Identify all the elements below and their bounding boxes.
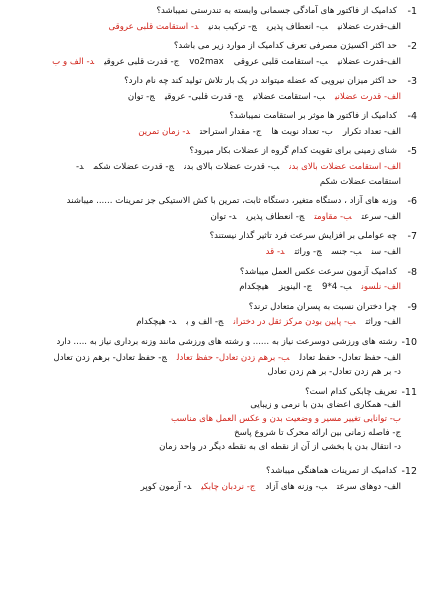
question-9 xyxy=(14,302,417,329)
extra-note: vo2max xyxy=(189,56,224,67)
answer-option: ج- الینویز xyxy=(278,282,312,293)
question-number: 9- xyxy=(407,301,417,313)
answer-option: ج- حفظ تعادل- برهم زدن تعادل xyxy=(53,352,167,363)
question-text: کدامیک از فاکتور های آمادگی جسمانی وابسته به تندرستی نمیباشد؟ xyxy=(156,6,397,16)
answer-option: ج- قدرت قلبی- عروقی xyxy=(164,92,244,103)
answer-option: ج- الف و ب xyxy=(186,317,224,328)
question-number: 1- xyxy=(407,6,417,17)
answer-option: ب- جنس xyxy=(331,247,362,258)
question-line xyxy=(14,41,417,53)
question-text: کدامیک آزمون سرعت عکس العمل میباشد؟ xyxy=(239,266,397,277)
answer-option: د- xyxy=(76,162,84,173)
question-text: حد اکثر اکسیژن مصرفی تعرف کدامیک از موارد زیر می باشد؟ xyxy=(173,41,397,52)
question-line xyxy=(14,267,417,279)
answer-option: ب- استقامت عضلانی xyxy=(253,92,325,103)
question-number: 8- xyxy=(407,266,417,278)
answer-option: الف- همکاری اعضای بدن با نرمی و زیبایی xyxy=(250,400,401,411)
question-number: 6- xyxy=(407,196,417,208)
question-5 xyxy=(14,146,417,187)
correct-answer: ب- پایین بودن مرکز ثقل در دختران xyxy=(233,317,356,328)
answer-options xyxy=(14,317,417,328)
answer-option: الف- تعداد تکرار xyxy=(342,127,401,138)
question-2 xyxy=(14,41,417,68)
question-line xyxy=(14,76,417,88)
question-3 xyxy=(14,76,417,103)
correct-answer: ب- برهم زدن تعادل- حفظ تعادل xyxy=(176,352,290,363)
answer-options xyxy=(14,353,417,364)
question-number: 2- xyxy=(407,41,417,53)
question-10 xyxy=(14,337,417,378)
answer-option: د- هیچکدام xyxy=(136,317,177,328)
question-text: شنای زمینی برای تقویت کدام گروه از عضلات بکار میرود؟ xyxy=(189,146,397,157)
answer-option: الف- سرعت xyxy=(361,212,401,223)
question-8 xyxy=(14,267,417,294)
question-number: 12- xyxy=(401,466,417,478)
question-number: 10- xyxy=(401,336,417,348)
answer-option: الف- وراثت xyxy=(365,317,401,328)
question-6 xyxy=(14,196,417,223)
question-text: وزنه های آزاد ، دستگاه متغیر، دستگاه ثابت، تمرین با کش الاستیکی جز تمرینات ...... میباشند xyxy=(66,196,397,207)
question-number: 5- xyxy=(407,146,417,158)
question-12 xyxy=(14,466,417,493)
question-line xyxy=(14,146,417,158)
answer-options xyxy=(14,482,417,493)
answer-option: الف-قدرت عضلانی xyxy=(337,21,401,32)
correct-answer: ج- نردبان چابکی xyxy=(201,482,256,493)
question-text: تعریف چابکی کدام است؟ xyxy=(305,386,397,397)
question-text: حد اکثر میزان نیرویی که عضله میتواند در یک بار تلاش تولید کند چه نام دارد؟ xyxy=(124,76,397,87)
answer-option: ج- ترکیب بدنی xyxy=(208,21,257,32)
answer-option: د- انتقال بدن یا بخشی از آن از نقطه ای به نقطه دیگر در واحد زمان xyxy=(159,441,401,452)
answer-options xyxy=(14,57,417,68)
question-4 xyxy=(14,111,417,138)
answer-option: ج- قدرت عضلات شکم xyxy=(93,162,175,173)
question-line xyxy=(14,196,417,208)
question-text: کدامیک از تمرینات هماهنگی میباشد؟ xyxy=(266,466,397,477)
question-number: 11- xyxy=(401,386,417,398)
question-1 xyxy=(14,6,417,33)
question-text: رشته های ورزشی دوسرعت نیاز به ...... و رشته های ورزشی مانند وزنه برداری نیاز به ..... دارد xyxy=(56,336,397,347)
answer-option: ج- فاصله زمانی بین ارائه محرک تا شروع پاسخ xyxy=(234,427,401,438)
answer-option: ب- وزنه های آزاد xyxy=(265,482,328,493)
answer-options xyxy=(14,127,417,138)
answer-option: ج- انعطاف پذیری xyxy=(246,212,305,223)
question-7 xyxy=(14,231,417,258)
question-line xyxy=(14,337,417,349)
answer-options xyxy=(14,212,417,223)
answer-option: ج- توان xyxy=(127,92,155,103)
answer-option: ب- انعطاف پذیری xyxy=(266,21,328,32)
question-number: 4- xyxy=(407,111,417,123)
answer-option: هیچکدام xyxy=(239,282,269,293)
correct-answer: الف- نلسون xyxy=(361,282,401,293)
correct-answer: د- زمان تمرین xyxy=(138,127,191,138)
question-line xyxy=(14,466,417,478)
answer-option: ج- وراثت xyxy=(294,247,322,258)
correct-answer: ب- توانایی تغییر مسیر و وضعیت بدن و عکس العمل های مناسب xyxy=(170,414,401,425)
answer-continuation: د- بر هم زدن تعادل- بر هم زدن تعادل xyxy=(267,367,401,378)
question-line xyxy=(14,6,417,18)
answer-option: ج- قدرت قلبی عروقی xyxy=(104,56,180,67)
question-line xyxy=(14,302,417,314)
correct-answer: د- قد xyxy=(265,247,285,258)
answer-continuation: استقامت عضلات شکم xyxy=(319,177,401,188)
answer-option: ج- مقدار استراحت xyxy=(200,127,262,138)
answer-options xyxy=(14,247,417,258)
correct-answer: د- الف و ب xyxy=(52,56,95,67)
answer-option: الف- دوهای سرعت xyxy=(337,482,401,493)
question-text: چه عواملی بر افزایش سرعت فرد تاثیر گذار نیستند؟ xyxy=(209,231,397,242)
correct-answer: الف- استقامت عضلات بالای بدن xyxy=(289,162,401,173)
answer-options xyxy=(14,282,417,293)
question-line xyxy=(14,231,417,243)
question-line xyxy=(14,387,417,399)
answer-option: الف- حفظ تعادل- حفظ تعادل xyxy=(299,352,401,363)
answer-option: ب- تعداد نوبت ها xyxy=(271,127,333,138)
answer-options xyxy=(14,92,417,103)
question-number: 7- xyxy=(407,231,417,243)
answer-options xyxy=(14,162,417,173)
answer-options xyxy=(14,22,417,33)
correct-answer: د- استقامت قلبی عروقی xyxy=(108,21,199,32)
answer-option: د- آزمون کوپر xyxy=(140,482,192,493)
answer-option: ب- قدرت عضلات بالای بدن xyxy=(184,162,280,173)
question-text: چرا دختران نسبت به پسران متعادل ترند؟ xyxy=(248,301,397,312)
question-text: کدامیک از فاکتور ها موثر بر استقامت نمیباشد؟ xyxy=(229,111,397,122)
correct-answer: الف- قدرت عضلانی xyxy=(334,92,401,103)
answer-option: الف- سن xyxy=(371,247,401,258)
question-11 xyxy=(14,387,417,453)
question-number: 3- xyxy=(407,76,417,88)
answer-option: ب- استقامت قلبی عروقی xyxy=(233,56,328,67)
question-line xyxy=(14,111,417,123)
answer-list xyxy=(14,400,417,452)
answer-option: الف-قدرت عضلانی xyxy=(337,56,401,67)
answer-option: د- توان xyxy=(210,212,237,223)
correct-answer: ب- مقاومت xyxy=(314,212,352,223)
answer-option: ب- 4*9 xyxy=(322,282,352,293)
